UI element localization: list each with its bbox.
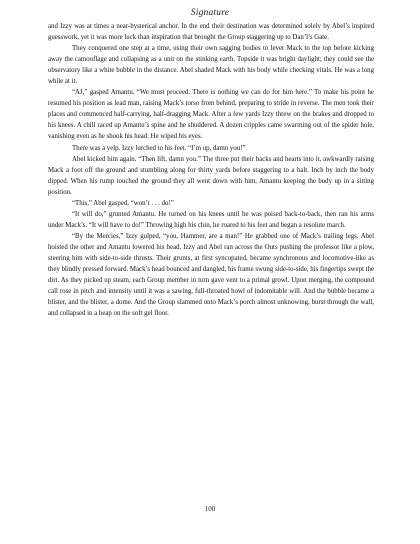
running-head-title: Signature	[190, 8, 230, 18]
paragraph: and Izzy was at times a near-hysterical anchor. In the end their destination was determined solely by Abel’s inspired guesswork, yet it was more luck than inspiration that brought the Group staggering up to Dan’l’s Gate.	[48, 23, 374, 42]
body-text	[48, 21, 374, 319]
paragraph: “AJ,” gasped Amantu. “We must proceed. There is nothing we can do for him here.” To make his point he resumed his position as lead man, raising Mack’s torso from behind, preparing to stride in reverse. The men took their places and commenced half-carrying, half-dragging Mack. After a few yards Izzy threw on the brakes and dropped to his knees. A chill raced up Amantu’s spine and he shuddered. A dozen cripples came swarming out of the spider hole, vanishing even as he shook his head. He wiped his eyes.	[48, 89, 374, 141]
paragraph: They conquered one step at a time, using their own sagging bodies to lever Mack to the top before kicking away the camouflage and collapsing as a unit on the stinking earth. Topside it was bright daylight; they could see the observatory like a white bubble in the distance. Abel shaded Mack with his body while checking vitals. He was a long while at it.	[48, 45, 374, 86]
paragraph: “This,” Abel gasped, “won’t . . . do!”	[72, 199, 174, 207]
paragraph: “It will do,” grunted Amantu. He turned on his knees until he was poised back-to-back, then ran his arms under Mack’s. “It will have to do!” Throwing high his chin, he roared to his feet and began a resolute march.	[48, 210, 374, 229]
page-number: 100	[204, 505, 216, 513]
paragraph: There was a yelp. Izzy lurched to his feet. “I’m up, damn you!”	[72, 144, 246, 152]
paragraph: “By the Mercies,” Izzy gulped, “you, Hammer, are a man!” He grabbed one of Mack’s trailing legs. Abel hoisted the other and Amantu lowered his head. Izzy and Abel ran across the Outs pushing the professor like a plow, steering him with side-to-side thrusts. Their grunts, at first syncopated, became synchronous and locomotive-like as they blindly pressed forward. Mack’s head bounced and dangled, his frame swung side-to-side, his fingertips swept the dirt. As they picked up steam, each Group member in turn gave vent to a primal growl. Upon merging, the compound call rose in pitch and intensity until it was a sawing, full-throated howl of indomitable will. And the bubble became a blister, and the blister, a dome. And the Group slammed onto Mack’s porch almost unknowing, burst through the wall, and collapsed in a heap on the soft gel floor.	[48, 232, 374, 318]
paragraph: Abel kicked him again. “Then lift, damn you.” The three put their backs and hearts into it, awkwardly raising Mack a foot off the ground and stumbling along for thirty yards before staggering to a halt. Inch by inch the body dipped. When his rump touched the ground they all went down with him, Amantu keeping the body up in a sitting position.	[48, 155, 374, 196]
